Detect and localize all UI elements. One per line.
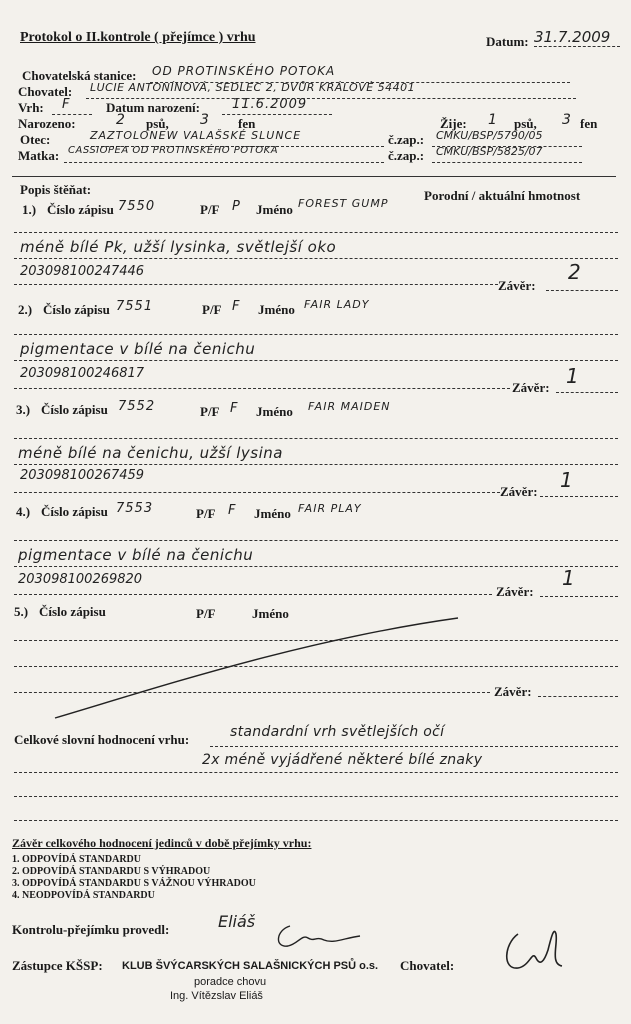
puppy-sex-label: P/F — [196, 506, 216, 521]
puppy-index: 4.) — [16, 504, 31, 519]
control-signature: Eliáš — [218, 912, 256, 931]
puppy-number-label: Číslo zápisu — [47, 202, 114, 217]
born-label: Narozeno: — [18, 116, 76, 131]
puppy-sex-label: P/F — [200, 202, 220, 217]
alive-males: 1 — [488, 112, 498, 128]
station-value: OD PROTINSKÉHO POTOKA — [152, 64, 336, 78]
alive-females: 3 — [562, 112, 572, 128]
mother-reg-value: CMKU/BSP/5825/07 — [436, 145, 543, 158]
legend-item-4: 4. NEODPOVÍDÁ STANDARDU — [12, 890, 155, 901]
mother-value: CASSIOPEA OD PROTINSKÉHO POTOKA — [68, 145, 279, 156]
legend-item-1: 1. ODPOVÍDÁ STANDARDU — [12, 854, 141, 865]
birth-value: 11.6.2009 — [232, 97, 308, 112]
puppies-title: Popis štěňat: — [20, 182, 92, 197]
control-label: Kontrolu-přejímku provedl: — [12, 922, 170, 937]
puppy-number-label: Číslo zápisu — [43, 302, 110, 317]
father-reg-value: CMKU/BSP/5790/05 — [436, 129, 543, 142]
puppy-index: 1.) — [22, 202, 37, 217]
puppy-index: 2.) — [18, 302, 33, 317]
father-label: Otec: — [20, 132, 51, 147]
conclusion-label: Závěr: — [500, 484, 538, 499]
born-males: 2 — [116, 112, 126, 128]
puppy-index: 5.) — [14, 604, 29, 619]
puppy-number-label: Číslo zápisu — [41, 504, 108, 519]
females-label: fen — [238, 116, 256, 131]
puppy-number: 7550 — [118, 199, 156, 214]
males-label: psů, — [146, 116, 169, 131]
stamp-advisor-name: Ing. Vítězslav Eliáš — [170, 990, 263, 1002]
date-value: 31.7.2009 — [534, 28, 611, 46]
signature-scribble — [268, 916, 368, 956]
puppy-desc: méně bílé na čenichu, užší lysina — [18, 444, 283, 462]
conclusion-label: Závěr: — [512, 380, 550, 395]
mother-reg-label: č.zap.: — [388, 148, 425, 163]
puppy-number-label: Číslo zápisu — [39, 604, 106, 619]
puppy-desc: pigmentace v bílé na čenichu — [18, 546, 254, 564]
puppy-chip: 203098100267459 — [20, 468, 145, 483]
puppy-sex: F — [232, 299, 241, 314]
owner-value: LUCIE ANTONÍNOVÁ, SEDLEC 2, DVŮR KRÁLOVÉ 54401 — [90, 81, 416, 94]
alive-label: Žije: — [440, 116, 467, 131]
puppy-number-label: Číslo zápisu — [41, 402, 108, 417]
father-value: ZAZTOLONEW VALAŠSKÉ SLUNCE — [90, 129, 302, 142]
puppy-desc: pigmentace v bílé na čenichu — [20, 340, 256, 358]
club-stamp-name: KLUB ŠVÝCARSKÝCH SALAŠNICKÝCH PSŮ o.s. — [122, 960, 379, 972]
overall-label: Celkové slovní hodnocení vrhu: — [14, 732, 190, 747]
date-label: Datum: — [486, 34, 529, 49]
puppy-number: 7551 — [116, 299, 154, 314]
puppy-sex: F — [228, 503, 237, 518]
puppy-name: FAIR MAIDEN — [308, 400, 391, 413]
overall-line-2: 2x méně vyjádřené některé bílé znaky — [202, 752, 483, 768]
born-females: 3 — [200, 112, 210, 128]
puppy-conclusion: 1 — [562, 566, 575, 590]
alive-males-label: psů, — [514, 116, 537, 131]
weight-label: Porodní / aktuální hmotnost — [424, 188, 581, 203]
puppy-number: 7553 — [116, 501, 154, 516]
station-label: Chovatelská stanice: — [22, 68, 137, 83]
puppy-name-label: Jméno — [254, 506, 291, 521]
litter-value: F — [62, 97, 71, 112]
owner-label: Chovatel: — [18, 84, 73, 99]
puppy-name: FOREST GUMP — [298, 197, 389, 210]
birth-label: Datum narození: — [106, 100, 201, 115]
legend-item-2: 2. ODPOVÍDÁ STANDARDU S VÝHRADOU — [12, 866, 211, 877]
father-reg-label: č.zap.: — [388, 132, 425, 147]
puppy-sex-label: P/F — [200, 404, 220, 419]
conclusion-label: Závěr: — [498, 278, 536, 293]
breeder-signature — [496, 920, 576, 980]
puppy-sex-label: P/F — [202, 302, 222, 317]
page-title: Protokol o II.kontrole ( přejímce ) vrhu — [20, 30, 256, 45]
puppy-desc: méně bílé Pk, užší lysinka, světlejší oko — [20, 238, 337, 256]
puppy-name-label: Jméno — [256, 404, 293, 419]
puppy-conclusion: 1 — [560, 468, 573, 492]
puppy-chip: 203098100269820 — [18, 572, 143, 587]
puppy-name: FAIR PLAY — [298, 502, 362, 515]
conclusion-label: Závěr: — [496, 584, 534, 599]
puppy-sex-label: P/F — [196, 606, 216, 621]
puppy-name-label: Jméno — [256, 202, 293, 217]
alive-females-label: fen — [580, 116, 598, 131]
litter-label: Vrh: — [18, 100, 44, 115]
legend-title: Závěr celkového hodnocení jedinců v době přejímky vrhu: — [12, 836, 312, 850]
puppy-chip: 203098100246817 — [20, 366, 145, 381]
puppy-sex: P — [232, 199, 241, 214]
puppy-chip: 203098100247446 — [20, 264, 145, 279]
legend-item-3: 3. ODPOVÍDÁ STANDARDU S VÁŽNOU VÝHRADOU — [12, 878, 256, 889]
rep-label: Zástupce KŠSP: — [12, 958, 103, 973]
puppy-name-label: Jméno — [252, 606, 289, 621]
puppy-conclusion: 2 — [568, 260, 581, 284]
overall-line-1: standardní vrh světlejších očí — [230, 724, 445, 740]
puppy-name: FAIR LADY — [304, 298, 370, 311]
breeder-sign-label: Chovatel: — [400, 958, 455, 973]
puppy-sex: F — [230, 401, 239, 416]
puppy-name-label: Jméno — [258, 302, 295, 317]
conclusion-label: Závěr: — [494, 684, 532, 699]
puppy-index: 3.) — [16, 402, 31, 417]
puppy-number: 7552 — [118, 399, 156, 414]
stamp-advisor: poradce chovu — [194, 976, 267, 988]
mother-label: Matka: — [18, 148, 60, 163]
puppy-conclusion: 1 — [566, 364, 579, 388]
